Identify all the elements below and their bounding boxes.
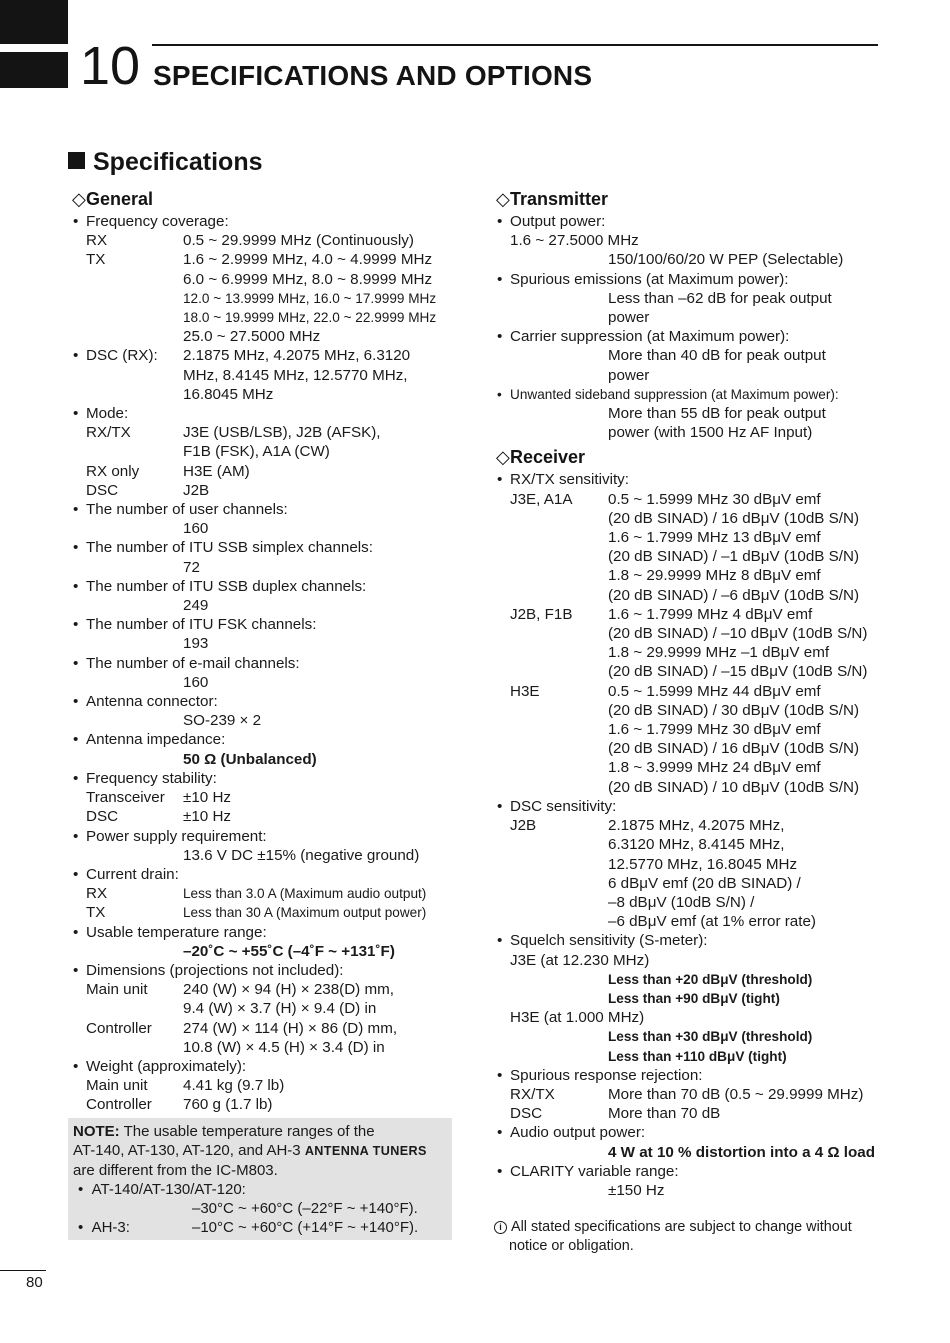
- spec-line: 1.8 ~ 29.9999 MHz 8 dBμV emf: [608, 567, 821, 585]
- list-item: • Antenna impedance:: [73, 731, 226, 749]
- diamond-icon: ◇: [496, 447, 510, 468]
- spec-line: 1.8 ~ 29.9999 MHz –1 dBμV emf: [608, 644, 830, 662]
- spec-line: power: [608, 366, 650, 384]
- spec-row: RX 0.5 ~ 29.9999 MHz (Continuously): [86, 232, 414, 250]
- spec-row: H3E 0.5 ~ 1.5999 MHz 44 dBμV emf: [510, 682, 821, 700]
- spec-line: (20 dB SINAD) / 30 dBμV (10dB S/N): [608, 701, 860, 719]
- list-item: • Frequency coverage:: [73, 213, 229, 230]
- list-item: • The number of user channels:: [73, 501, 288, 519]
- spec-line: (20 dB SINAD) / –6 dBμV (10dB S/N): [608, 586, 860, 604]
- list-item: • Dimensions (projections not included):: [73, 961, 344, 979]
- info-circle-icon: i: [494, 1221, 507, 1234]
- spec-row: RX/TX More than 70 dB (0.5 ~ 29.9999 MHz): [510, 1085, 864, 1103]
- spec-line: 1.6 ~ 1.7999 MHz 30 dBμV emf: [608, 721, 821, 739]
- note-prefix: NOTE:: [73, 1123, 120, 1140]
- spec-line: 193: [183, 635, 209, 653]
- list-item: • DSC sensitivity:: [497, 797, 617, 815]
- spec-line: power (with 1500 Hz AF Input): [608, 424, 813, 442]
- spec-line: 160: [183, 673, 209, 691]
- chapter-tab-block: [0, 0, 68, 44]
- spec-line: F1B (FSK), A1A (CW): [183, 443, 330, 461]
- spec-line: Less than –62 dB for peak output: [608, 289, 832, 307]
- spec-line: 12.0 ~ 13.9999 MHz, 16.0 ~ 17.9999 MHz: [183, 290, 437, 306]
- spec-line: 12.5770 MHz, 16.8045 MHz: [608, 855, 798, 873]
- spec-line: More than 40 dB for peak output: [608, 347, 826, 365]
- spec-row: RX only H3E (AM): [86, 462, 250, 480]
- chapter-tab-bar: [0, 52, 68, 88]
- spec-row: DSC More than 70 dB: [510, 1105, 721, 1123]
- spec-row: J2B 2.1875 MHz, 4.2075 MHz,: [510, 817, 785, 835]
- spec-row: RX Less than 3.0 A (Maximum audio output): [86, 885, 427, 903]
- spec-line: –20˚C ~ +55˚C (–4˚F ~ +131˚F): [183, 942, 395, 960]
- spec-line: MHz, 8.4145 MHz, 12.5770 MHz,: [183, 366, 408, 384]
- spec-line: 6.3120 MHz, 8.4145 MHz,: [608, 836, 785, 854]
- spec-row: TX 1.6 ~ 2.9999 MHz, 4.0 ~ 4.9999 MHz: [86, 251, 433, 269]
- spec-row: Main unit 4.41 kg (9.7 lb): [86, 1077, 285, 1095]
- spec-line: 10.8 (W) × 4.5 (H) × 3.4 (D) in: [183, 1038, 385, 1056]
- transmitter-heading: ◇Transmitter: [496, 186, 888, 212]
- list-item: • Carrier suppression (at Maximum power):: [497, 328, 790, 346]
- list-item: • The number of ITU FSK channels:: [73, 616, 317, 634]
- diamond-icon: ◇: [72, 189, 86, 209]
- spec-line: 4 W at 10 % distortion into a 4 Ω load: [608, 1143, 876, 1161]
- spec-line: H3E (at 1.000 MHz): [510, 1009, 645, 1027]
- list-item: • Unwanted sideband suppression (at Maximum power):: [497, 386, 839, 402]
- transmitter-receiver-column: [496, 186, 888, 1200]
- spec-row: DSC ±10 Hz: [86, 808, 232, 826]
- spec-line: (20 dB SINAD) / –1 dBμV (10dB S/N): [608, 548, 860, 566]
- spec-line: 150/100/60/20 W PEP (Selectable): [608, 251, 844, 269]
- spec-line: Less than +20 dBμV (threshold): [608, 971, 813, 987]
- spec-line: 18.0 ~ 19.9999 MHz, 22.0 ~ 22.9999 MHz: [183, 310, 437, 326]
- list-item: • Power supply requirement:: [73, 827, 267, 845]
- spec-row: Controller 760 g (1.7 lb): [86, 1096, 273, 1114]
- spec-line: (20 dB SINAD) / 10 dBμV (10dB S/N): [608, 778, 860, 796]
- list-item: • The number of e-mail channels:: [73, 654, 300, 672]
- spec-line: 160: [183, 520, 209, 538]
- spec-line: 1.6 ~ 1.7999 MHz 13 dBμV emf: [608, 529, 821, 547]
- note-box: NOTE: The usable temperature ranges of the AT-140, AT-130, AT-120, and AH-3 ANTENNA TUNERS are different from the IC-M803. • AT-140/AT-130/AT-120: –30°C ~ +60°C (–22°F ~ +140°F). • AH-3: –10°C ~ +60°C (+14°F ~ +140°F).: [68, 1118, 452, 1240]
- spec-line: 1.6 ~ 27.5000 MHz: [510, 232, 639, 250]
- list-item: • Squelch sensitivity (S-meter):: [497, 932, 708, 950]
- list-item: • Mode:: [73, 405, 129, 423]
- spec-line: J3E (at 12.230 MHz): [510, 951, 650, 969]
- spec-line: 6.0 ~ 6.9999 MHz, 8.0 ~ 8.9999 MHz: [183, 270, 433, 288]
- spec-row: Main unit 240 (W) × 94 (H) × 238(D) mm,: [86, 981, 394, 999]
- list-item: • The number of ITU SSB duplex channels:: [73, 577, 367, 595]
- spec-line: ±150 Hz: [608, 1181, 665, 1199]
- section-title-text: Specifications: [93, 148, 263, 176]
- chapter-title: SPECIFICATIONS AND OPTIONS: [153, 60, 593, 91]
- spec-line: (20 dB SINAD) / 16 dBμV (10dB S/N): [608, 740, 860, 758]
- spec-line: 6 dBμV emf (20 dB SINAD) /: [608, 874, 801, 892]
- square-bullet-icon: [68, 152, 85, 169]
- spec-line: More than 55 dB for peak output: [608, 405, 826, 423]
- spec-row: J3E, A1A 0.5 ~ 1.5999 MHz 30 dBμV emf: [510, 490, 821, 508]
- chapter-rule: [152, 44, 878, 46]
- spec-line: –8 dBμV (10dB S/N) /: [608, 893, 755, 911]
- list-item: • Audio output power:: [497, 1124, 646, 1142]
- spec-row: RX/TX J3E (USB/LSB), J2B (AFSK),: [86, 424, 381, 442]
- section-title: [68, 146, 263, 178]
- antenna-tuners-label: ANTENNA TUNERS: [304, 1144, 427, 1158]
- list-item: • CLARITY variable range:: [497, 1162, 679, 1180]
- page-number: 80: [26, 1274, 43, 1291]
- spec-line: –6 dBμV emf (at 1% error rate): [608, 913, 816, 931]
- list-item: • The number of ITU SSB simplex channels:: [73, 539, 373, 557]
- spec-line: power: [608, 309, 650, 327]
- spec-line: 50 Ω (Unbalanced): [183, 750, 317, 768]
- spec-line: (20 dB SINAD) / –15 dBμV (10dB S/N): [608, 663, 868, 681]
- spec-line: 13.6 V DC ±15% (negative ground): [183, 846, 420, 864]
- diamond-icon: ◇: [496, 189, 510, 209]
- spec-line: (20 dB SINAD) / 16 dBμV (10dB S/N): [608, 509, 860, 527]
- list-item: • Spurious emissions (at Maximum power):: [497, 270, 789, 288]
- spec-line: SO-239 × 2: [183, 712, 262, 730]
- spec-row: J2B, F1B 1.6 ~ 1.7999 MHz 4 dBμV emf: [510, 605, 813, 623]
- spec-line: 25.0 ~ 27.5000 MHz: [183, 328, 321, 346]
- spec-row: DSC J2B: [86, 481, 210, 499]
- spec-row: TX Less than 30 A (Maximum output power): [86, 904, 427, 922]
- list-item: • Current drain:: [73, 865, 179, 883]
- list-item: • Usable temperature range:: [73, 923, 267, 941]
- list-item: • Frequency stability:: [73, 769, 217, 787]
- page-number-rule: [0, 1270, 46, 1271]
- spec-line: Less than +30 dBμV (threshold): [608, 1029, 813, 1045]
- spec-line: Less than +110 dBμV (tight): [608, 1048, 787, 1064]
- spec-row: Transceiver ±10 Hz: [86, 789, 232, 807]
- list-item: • Weight (approximately):: [73, 1057, 247, 1075]
- spec-line: 16.8045 MHz: [183, 385, 274, 403]
- receiver-heading: ◇Receiver: [496, 444, 888, 470]
- list-item: • Antenna connector:: [73, 693, 218, 711]
- list-item: • Spurious response rejection:: [497, 1066, 703, 1084]
- general-heading: ◇General: [72, 186, 454, 212]
- spec-line: 1.8 ~ 3.9999 MHz 24 dBμV emf: [608, 759, 821, 777]
- list-item: • DSC (RX): 2.1875 MHz, 4.2075 MHz, 6.3120: [73, 347, 411, 365]
- list-item: • Output power:: [497, 213, 606, 230]
- spec-line: 249: [183, 597, 209, 615]
- spec-line: (20 dB SINAD) / –10 dBμV (10dB S/N): [608, 625, 868, 643]
- disclaimer: i All stated specifications are subject to change without notice or obligation.: [494, 1218, 884, 1256]
- list-item: • RX/TX sensitivity:: [497, 471, 629, 489]
- chapter-number: 10: [80, 36, 141, 96]
- spec-row: Controller 274 (W) × 114 (H) × 86 (D) mm,: [86, 1019, 398, 1037]
- spec-line: Less than +90 dBμV (tight): [608, 990, 780, 1006]
- spec-line: 9.4 (W) × 3.7 (H) × 9.4 (D) in: [183, 1000, 377, 1018]
- spec-line: 72: [183, 558, 200, 576]
- general-column: [72, 186, 454, 1115]
